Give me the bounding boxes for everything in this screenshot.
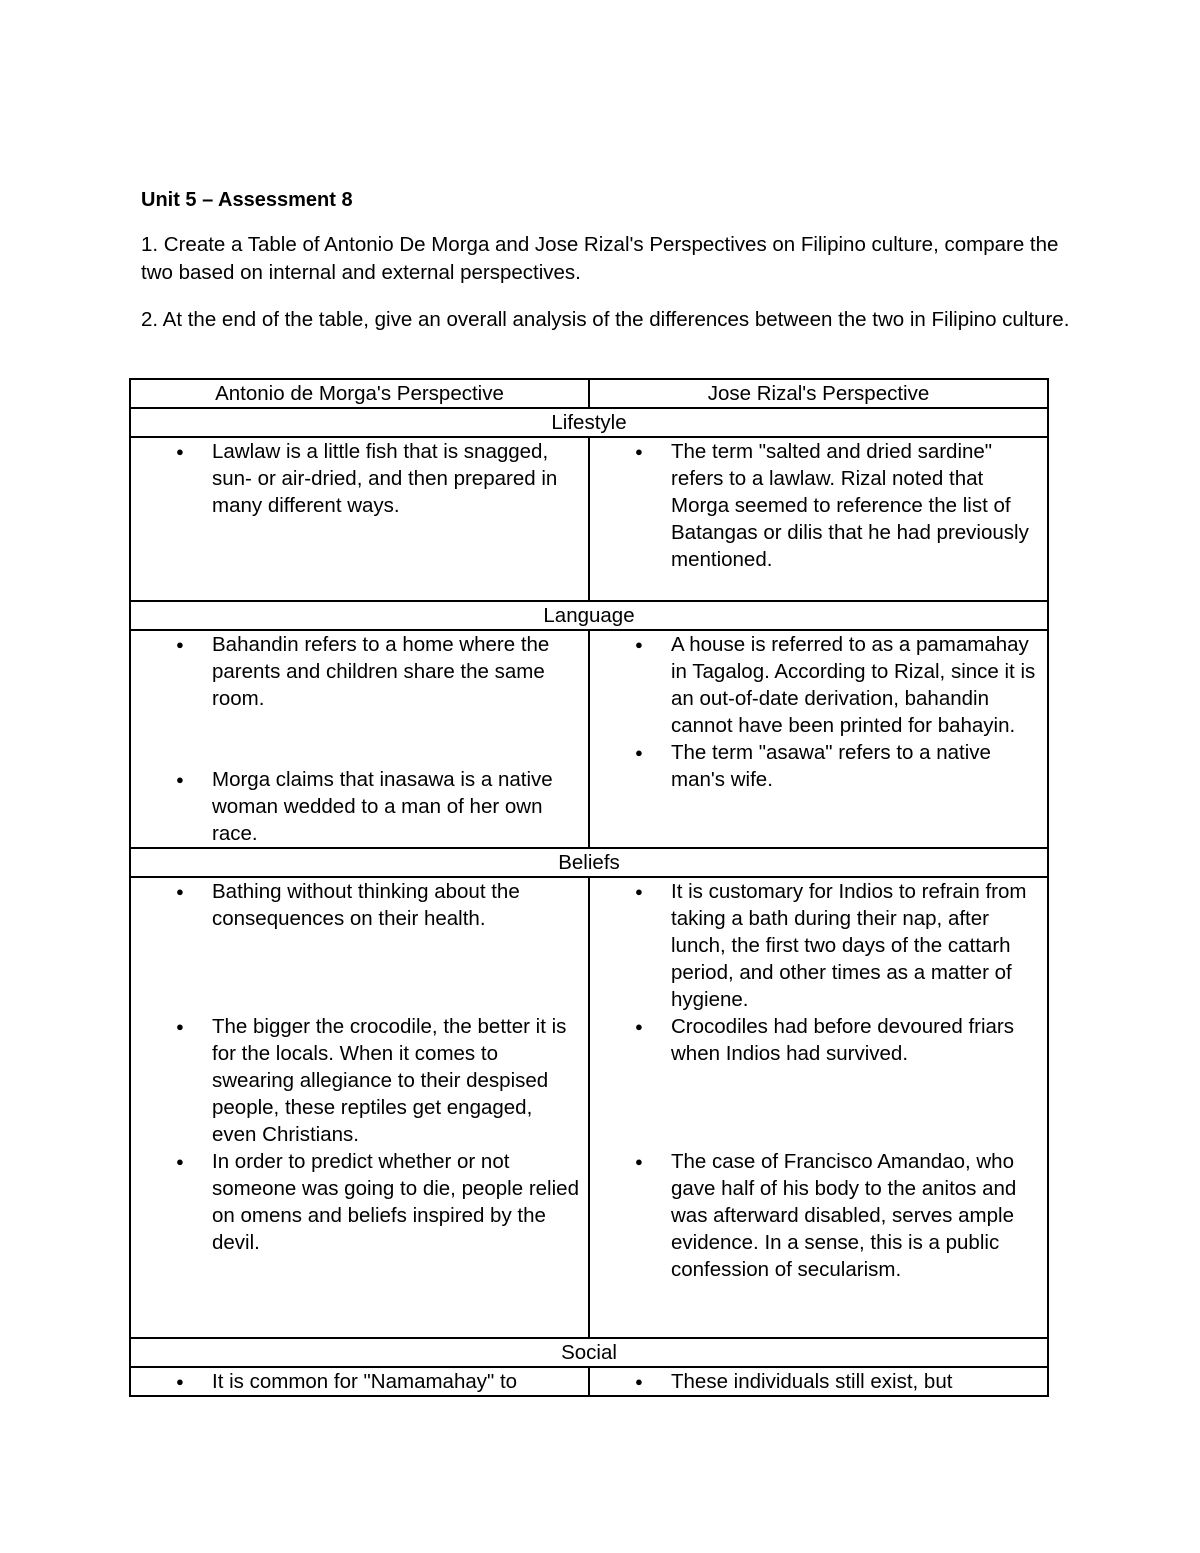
- list-item: ● The term "asawa" refers to a native man's wife.: [590, 739, 1047, 793]
- list-item: ● Bathing without thinking about the consequences on their health.: [131, 878, 588, 932]
- table-row: [130, 437, 1048, 601]
- section-title: Social: [130, 1338, 1048, 1367]
- table-row: [130, 877, 1048, 1338]
- list-item: ● The term "salted and dried sardine" refers to a lawlaw. Rizal noted that Morga seemed to reference the list of Batangas or dilis that he had previously mentioned.: [590, 438, 1047, 573]
- list-item: ● It is common for "Namamahay" to: [131, 1368, 588, 1395]
- rizal-column-header: Jose Rizal's Perspective: [589, 379, 1048, 408]
- instruction-2: 2. At the end of the table, give an overall analysis of the differences between the two in Filipino culture.: [141, 308, 1070, 331]
- list-item: ● Bahandin refers to a home where the parents and children share the same room.: [131, 631, 588, 712]
- morga-cell: [130, 630, 589, 848]
- section-title: Lifestyle: [130, 408, 1048, 437]
- list-item: ● Crocodiles had before devoured friars when Indios had survived.: [590, 1013, 1047, 1067]
- morga-column-header: Antonio de Morga's Perspective: [130, 379, 589, 408]
- morga-cell: [130, 877, 589, 1338]
- instruction-1: 1. Create a Table of Antonio De Morga and Jose Rizal's Perspectives on Filipino culture, compare the two based on internal and external perspectives.: [141, 233, 1059, 284]
- table-header-row: [130, 379, 1048, 408]
- list-item: ● It is customary for Indios to refrain from taking a bath during their nap, after lunch, the first two days of the cattarh period, and other times as a matter of hygiene.: [590, 878, 1047, 1013]
- section-row-social: [130, 1338, 1048, 1367]
- list-item: ● A house is referred to as a pamamahay in Tagalog. According to Rizal, since it is an out-of-date derivation, bahandin cannot have been printed for bahayin.: [590, 631, 1047, 739]
- section-row-language: [130, 601, 1048, 630]
- list-item: ● In order to predict whether or not someone was going to die, people relied on omens and beliefs inspired by the devil.: [131, 1148, 588, 1256]
- list-item: ● Lawlaw is a little fish that is snagged, sun- or air-dried, and then prepared in many different ways.: [131, 438, 588, 519]
- rizal-cell: [589, 437, 1048, 601]
- list-item: ● The case of Francisco Amandao, who gave half of his body to the anitos and was afterward disabled, serves ample evidence. In a sense, this is a public confession of secularism.: [590, 1148, 1047, 1283]
- morga-cell: [130, 437, 589, 601]
- table-row: [130, 630, 1048, 848]
- rizal-cell: [589, 877, 1048, 1338]
- list-item: ● The bigger the crocodile, the better it is for the locals. When it comes to swearing allegiance to their despised people, these reptiles get engaged, even Christians.: [131, 1013, 588, 1148]
- rizal-cell: [589, 1367, 1048, 1396]
- list-item: ● Morga claims that inasawa is a native woman wedded to a man of her own race.: [131, 766, 588, 847]
- morga-cell: [130, 1367, 589, 1396]
- section-row-beliefs: [130, 848, 1048, 877]
- assessment-heading: Unit 5 – Assessment 8: [141, 189, 353, 211]
- table-row: [130, 1367, 1048, 1396]
- perspectives-table: [129, 378, 1049, 1397]
- rizal-cell: [589, 630, 1048, 848]
- section-title: Beliefs: [130, 848, 1048, 877]
- list-item: ● These individuals still exist, but: [590, 1368, 1047, 1395]
- section-title: Language: [130, 601, 1048, 630]
- section-row-lifestyle: [130, 408, 1048, 437]
